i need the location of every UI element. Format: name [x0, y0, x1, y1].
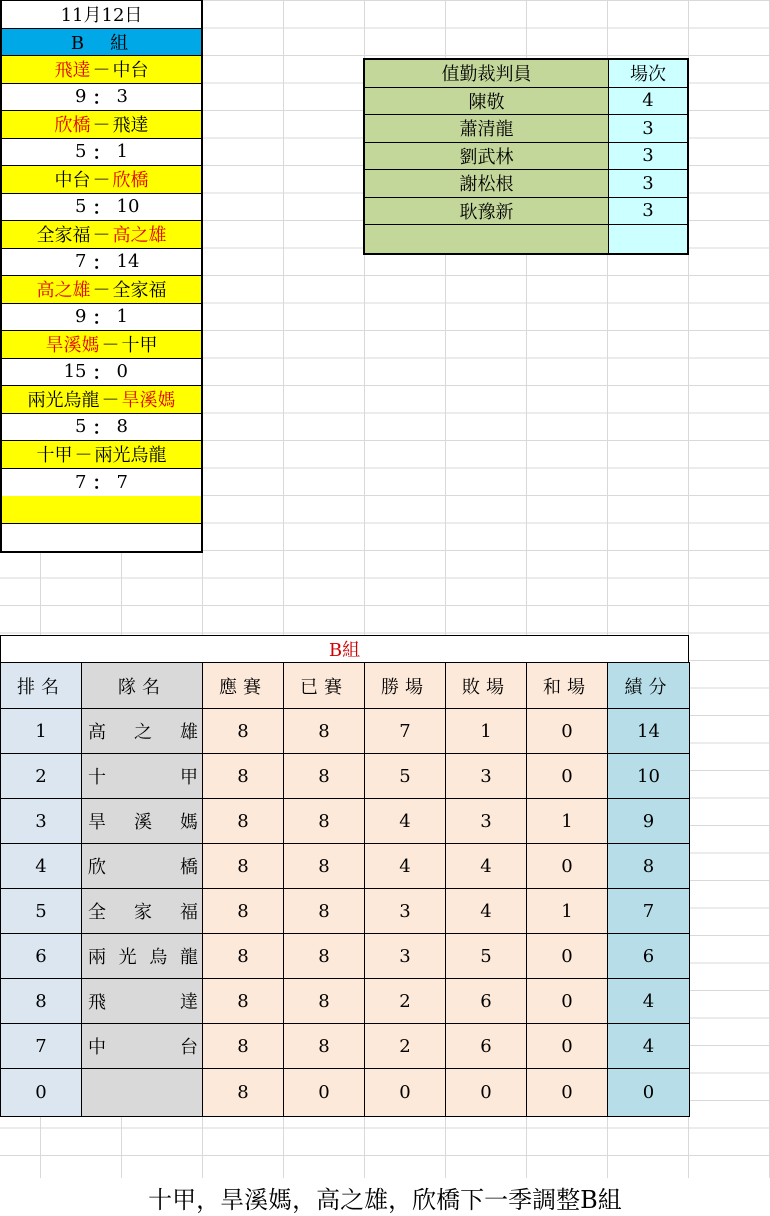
points-cell[interactable]: 7 — [608, 889, 690, 934]
draw-cell[interactable]: 0 — [527, 1024, 608, 1069]
home-score: 5 — [75, 196, 87, 218]
score-row[interactable] — [2, 469, 201, 497]
standings-grid — [0, 662, 690, 1117]
draw-cell[interactable]: 0 — [527, 1069, 608, 1117]
standings-row — [1, 844, 690, 889]
away-team: 高之雄 — [112, 225, 167, 247]
score-colon: ： — [92, 142, 111, 164]
referee-count[interactable]: 4 — [609, 88, 687, 115]
lost-cell[interactable]: 6 — [446, 979, 527, 1024]
home-score: 5 — [75, 416, 87, 438]
match-separator: － — [92, 170, 111, 192]
referee-name-header[interactable]: 值勤裁判員 — [365, 60, 609, 87]
away-team: 全家福 — [112, 280, 167, 302]
home-team: 飛達 — [54, 60, 91, 82]
scheduled-cell[interactable]: 8 — [203, 1024, 284, 1069]
referee-count[interactable]: 3 — [609, 115, 687, 142]
score-row[interactable] — [2, 359, 201, 387]
match-separator: － — [92, 115, 111, 137]
home-score: 15 — [63, 361, 87, 383]
match-row[interactable] — [2, 331, 201, 359]
points-cell[interactable]: 14 — [608, 709, 690, 754]
match-schedule — [0, 0, 203, 553]
referee-row — [365, 143, 687, 171]
standings-title[interactable]: B組 — [0, 635, 689, 662]
match-row[interactable] — [2, 111, 201, 139]
home-team: 兩光烏龍 — [27, 390, 100, 412]
played-cell[interactable]: 8 — [284, 754, 365, 799]
score-row[interactable] — [2, 139, 201, 167]
standings-row — [1, 934, 690, 979]
won-cell[interactable]: 3 — [365, 934, 446, 979]
home-team: 高之雄 — [36, 280, 91, 302]
scheduled-cell[interactable]: 8 — [203, 799, 284, 844]
team-name: 旱 溪 媽 — [88, 812, 198, 833]
home-team: 旱溪媽 — [45, 335, 100, 357]
points-cell[interactable]: 6 — [608, 934, 690, 979]
score-row[interactable] — [2, 84, 201, 112]
home-team: 全家福 — [36, 225, 91, 247]
header-team[interactable]: 隊名 — [82, 663, 203, 709]
won-cell[interactable]: 4 — [365, 844, 446, 889]
played-cell[interactable]: 8 — [284, 934, 365, 979]
score-colon: ： — [92, 87, 111, 109]
played-cell[interactable]: 8 — [284, 979, 365, 1024]
points-cell[interactable]: 0 — [608, 1069, 690, 1117]
match-separator: － — [74, 445, 93, 467]
points-cell[interactable]: 4 — [608, 979, 690, 1024]
team-name: 高 之 雄 — [88, 722, 198, 743]
won-cell[interactable]: 5 — [365, 754, 446, 799]
away-team: 飛達 — [112, 115, 149, 137]
away-score: 0 — [116, 361, 128, 383]
played-cell[interactable]: 8 — [284, 889, 365, 934]
team-name: 兩 光 烏 龍 — [88, 947, 198, 968]
rank-cell[interactable]: 1 — [1, 709, 82, 754]
lost-cell[interactable]: 3 — [446, 799, 527, 844]
rank-cell[interactable]: 0 — [1, 1069, 82, 1117]
draw-cell[interactable]: 0 — [527, 844, 608, 889]
rank-cell[interactable]: 3 — [1, 799, 82, 844]
home-score: 7 — [75, 251, 87, 273]
away-team: 旱溪媽 — [121, 390, 176, 412]
home-score: 9 — [75, 306, 87, 328]
home-team: 欣橋 — [54, 115, 91, 137]
referee-count-header[interactable]: 場次 — [609, 60, 687, 87]
standings-table — [0, 635, 689, 1117]
lost-cell[interactable]: 4 — [446, 889, 527, 934]
standings-row — [1, 889, 690, 934]
standings-row — [1, 799, 690, 844]
match-row[interactable] — [2, 441, 201, 469]
referee-count[interactable]: 3 — [609, 143, 687, 170]
match-separator: － — [92, 60, 111, 82]
team-cell[interactable] — [82, 754, 203, 799]
played-cell[interactable]: 8 — [284, 844, 365, 889]
header-draw[interactable]: 和場 — [527, 663, 608, 709]
draw-cell[interactable]: 1 — [527, 799, 608, 844]
lost-cell[interactable]: 6 — [446, 1024, 527, 1069]
away-score: 10 — [116, 196, 140, 218]
match-list — [2, 56, 201, 496]
score-row[interactable] — [2, 414, 201, 442]
score-row[interactable] — [2, 304, 201, 332]
scheduled-cell[interactable]: 8 — [203, 709, 284, 754]
standings-row — [1, 979, 690, 1024]
home-score: 9 — [75, 86, 87, 108]
lost-cell[interactable]: 5 — [446, 934, 527, 979]
away-score: 7 — [116, 471, 128, 493]
home-score: 7 — [75, 471, 87, 493]
match-separator: － — [92, 225, 111, 247]
away-team: 兩光烏龍 — [94, 445, 167, 467]
standings-row — [1, 709, 690, 754]
lost-cell[interactable]: 4 — [446, 844, 527, 889]
referee-name[interactable] — [365, 225, 609, 253]
draw-cell[interactable]: 0 — [527, 979, 608, 1024]
draw-cell[interactable]: 0 — [527, 754, 608, 799]
rank-cell[interactable]: 4 — [1, 844, 82, 889]
footer-note[interactable]: 十甲，旱溪媽，高之雄，欣橋下一季調整B組 — [0, 1178, 770, 1216]
team-name: 全 家 福 — [88, 902, 198, 923]
score-colon: ： — [92, 417, 111, 439]
team-cell[interactable] — [82, 709, 203, 754]
won-cell[interactable]: 0 — [365, 1069, 446, 1117]
team-cell[interactable] — [82, 844, 203, 889]
away-score: 8 — [116, 416, 128, 438]
referee-name[interactable]: 謝松根 — [365, 170, 609, 197]
referee-rows — [365, 88, 687, 253]
won-cell[interactable]: 4 — [365, 799, 446, 844]
points-cell[interactable]: 8 — [608, 844, 690, 889]
lost-cell[interactable]: 3 — [446, 754, 527, 799]
team-cell[interactable] — [82, 1024, 203, 1069]
rank-cell[interactable]: 6 — [1, 934, 82, 979]
away-team: 十甲 — [121, 335, 158, 357]
header-points[interactable]: 績分 — [608, 663, 690, 709]
played-cell[interactable]: 8 — [284, 709, 365, 754]
team-name: 十 甲 — [88, 767, 198, 788]
standings-row — [1, 1024, 690, 1069]
away-score: 1 — [116, 306, 128, 328]
score-colon: ： — [92, 362, 111, 384]
header-played[interactable]: 已賽 — [284, 663, 365, 709]
score-row[interactable] — [2, 249, 201, 277]
draw-cell[interactable]: 0 — [527, 709, 608, 754]
draw-cell[interactable]: 0 — [527, 934, 608, 979]
points-cell[interactable]: 4 — [608, 1024, 690, 1069]
scheduled-cell[interactable]: 8 — [203, 1069, 284, 1117]
rank-cell[interactable]: 5 — [1, 889, 82, 934]
referee-row — [365, 115, 687, 143]
match-row[interactable] — [2, 166, 201, 194]
empty-match-row[interactable] — [2, 496, 201, 524]
referee-header-row — [365, 60, 687, 88]
score-colon: ： — [92, 307, 111, 329]
referee-row — [365, 170, 687, 198]
header-won[interactable]: 勝場 — [365, 663, 446, 709]
played-cell[interactable]: 0 — [284, 1069, 365, 1117]
won-cell[interactable]: 7 — [365, 709, 446, 754]
match-separator: － — [92, 280, 111, 302]
standings-row — [1, 1069, 690, 1117]
schedule-date[interactable]: 11月12日 — [2, 1, 201, 29]
away-team: 中台 — [112, 60, 149, 82]
team-cell[interactable] — [82, 979, 203, 1024]
score-colon: ： — [92, 197, 111, 219]
team-name: 飛 達 — [88, 992, 198, 1013]
score-colon: ： — [92, 252, 111, 274]
match-separator: － — [101, 390, 120, 412]
schedule-group-header[interactable]: B 組 — [2, 29, 201, 57]
team-cell[interactable] — [82, 889, 203, 934]
lost-cell[interactable]: 0 — [446, 1069, 527, 1117]
referee-count[interactable]: 3 — [609, 198, 687, 225]
match-separator: － — [101, 335, 120, 357]
away-score: 3 — [116, 86, 128, 108]
empty-score-row[interactable] — [2, 524, 201, 552]
referee-name[interactable]: 陳敬 — [365, 88, 609, 115]
away-score: 14 — [116, 251, 140, 273]
draw-cell[interactable]: 1 — [527, 889, 608, 934]
referee-row — [365, 225, 687, 253]
won-cell[interactable]: 3 — [365, 889, 446, 934]
match-row[interactable] — [2, 221, 201, 249]
referee-name[interactable]: 劉武林 — [365, 143, 609, 170]
home-team: 十甲 — [36, 445, 73, 467]
header-scheduled[interactable]: 應賽 — [203, 663, 284, 709]
scheduled-cell[interactable]: 8 — [203, 979, 284, 1024]
scheduled-cell[interactable]: 8 — [203, 889, 284, 934]
played-cell[interactable]: 8 — [284, 1024, 365, 1069]
home-score: 5 — [75, 141, 87, 163]
won-cell[interactable]: 2 — [365, 979, 446, 1024]
lost-cell[interactable]: 1 — [446, 709, 527, 754]
away-team: 欣橋 — [112, 170, 149, 192]
team-cell[interactable] — [82, 799, 203, 844]
score-row[interactable] — [2, 194, 201, 222]
match-row[interactable] — [2, 56, 201, 84]
match-row[interactable] — [2, 386, 201, 414]
won-cell[interactable]: 2 — [365, 1024, 446, 1069]
match-row[interactable] — [2, 276, 201, 304]
referee-row — [365, 88, 687, 116]
scheduled-cell[interactable]: 8 — [203, 934, 284, 979]
played-cell[interactable]: 8 — [284, 799, 365, 844]
header-rank[interactable]: 排名 — [1, 663, 82, 709]
scheduled-cell[interactable]: 8 — [203, 754, 284, 799]
scheduled-cell[interactable]: 8 — [203, 844, 284, 889]
away-score: 1 — [116, 141, 128, 163]
team-cell[interactable] — [82, 1069, 203, 1117]
referee-row — [365, 198, 687, 226]
score-colon: ： — [92, 473, 111, 495]
standings-row — [1, 754, 690, 799]
team-name: 中 台 — [88, 1037, 198, 1058]
referee-name[interactable]: 耿豫新 — [365, 198, 609, 225]
points-cell[interactable]: 9 — [608, 799, 690, 844]
referee-count[interactable]: 3 — [609, 170, 687, 197]
referee-count[interactable] — [609, 225, 687, 253]
team-cell[interactable] — [82, 934, 203, 979]
home-team: 中台 — [54, 170, 91, 192]
standings-header-row — [1, 663, 690, 709]
header-lost[interactable]: 敗場 — [446, 663, 527, 709]
points-cell[interactable]: 10 — [608, 754, 690, 799]
rank-cell[interactable]: 7 — [1, 1024, 82, 1069]
rank-cell[interactable]: 2 — [1, 754, 82, 799]
referee-table — [363, 58, 689, 255]
team-name: 欣 橋 — [88, 857, 198, 878]
rank-cell[interactable]: 8 — [1, 979, 82, 1024]
referee-name[interactable]: 蕭清龍 — [365, 115, 609, 142]
